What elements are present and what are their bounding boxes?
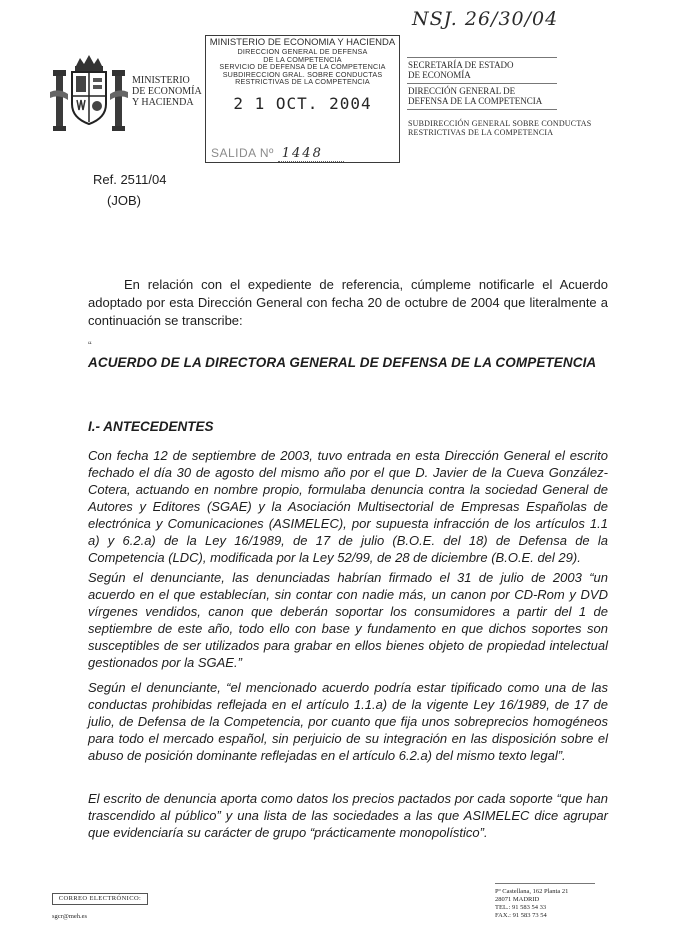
body-paragraph: Con fecha 12 de septiembre de 2003, tuvo entrada en esta Dirección General el escrito fechado el día 30 de agosto del mismo año por el que D. Javier de la Cueva González-Cotera, actuando en nombre propio, formulaba denuncia contra la sociedad General de Autores y Editores (SGAE) y la Asociación Multisectorial de Empresas Españolas de electrónica y Comunicaciones (ASIMELEC), por supuesta infracción de los artículos 1.1 a) y 6.2.a) de la Ley 16/1989, de 17 de julio (B.O.E. del 18) de Defensa de la Competencia (LDC), modificada por la Ley 52/99, de 28 de diciembre (B.O.E. del 29). (88, 448, 608, 565)
direccion-line: DEFENSA DE LA COMPETENCIA (408, 96, 543, 106)
ministry-line: MINISTERIO (132, 75, 190, 86)
reference-number: Ref. 2511/04 (93, 172, 167, 187)
address-line: 28071 MADRID (495, 896, 540, 903)
subdireccion-line: RESTRICTIVAS DE LA COMPETENCIA (408, 128, 554, 137)
intro-paragraph: En relación con el expediente de referencia, cúmpleme notificarle el Acuerdo adoptado por esta Dirección General con fecha 20 de octubre de 2004 que literalmente a continuación se transcribe: (88, 277, 608, 328)
body-paragraph: Según el denunciante, “el mencionado acuerdo podría estar tipificado como una de las conductas prohibidas reflejada en el artículo 1.1.a) de la vigente Ley 16/1989, de 17 de julio, de Defensa de la Competencia, por cuanto que fija unos sobreprecios homogéneos para todo el mercado español, sin perjuicio de su integración en las disposición sobre el abuso de posición dominante reflejadas en el artículo 6.2.a) del mismo texto legal”. (88, 680, 608, 763)
postal-address (495, 888, 568, 920)
stamp-title: MINISTERIO DE ECONOMIA Y HACIENDA (209, 37, 396, 48)
stamp-line: SUBDIRECCION GRAL. SOBRE CONDUCTAS (222, 69, 383, 79)
subdireccion-block (408, 119, 591, 137)
salida-label: SALIDA Nº (211, 146, 274, 160)
reference-initials: (JOB) (107, 193, 141, 208)
divider (407, 83, 557, 84)
stamp-line: RESTRICTIVAS DE LA COMPETENCIA (235, 77, 370, 86)
document-title: ACUERDO DE LA DIRECTORA GENERAL DE DEFENSA DE LA COMPETENCIA (88, 355, 597, 370)
stamp-date: 2 1 OCT. 2004 (233, 94, 372, 113)
address-line: TEL.: 91 583 54 33 (495, 904, 547, 911)
stamp-salida (211, 146, 344, 162)
email-address: sgcr@meh.es (52, 913, 88, 920)
handwritten-note: NSJ. 26/30/04 (412, 8, 559, 30)
divider (407, 109, 557, 110)
stamp-line: DE LA COMPETENCIA (263, 54, 342, 64)
ministry-name (132, 75, 202, 108)
opening-quote: “ (88, 340, 92, 352)
divider (495, 883, 595, 884)
stamp-line: SERVICIO DE DEFENSA DE LA COMPETENCIA (219, 62, 386, 71)
ministry-line: Y HACIENDA (132, 97, 194, 108)
address-line: FAX.: 91 583 73 54 (495, 912, 547, 919)
direccion-block (408, 86, 542, 106)
address-line: Pº Castellana, 162 Planta 21 (495, 888, 569, 895)
secretaria-line: SECRETARÍA DE ESTADO (408, 60, 514, 70)
ministry-line: DE ECONOMÍA (132, 86, 202, 97)
coat-of-arms-icon (50, 52, 128, 138)
body-paragraph: El escrito de denuncia aporta como datos los precios pactados por cada soporte “que han trascendido al público” y una lista de las sociedades a las que ASIMELEC dice agrupar que evidenciaría su carácter de grupo “prácticamente monopolístico”. (88, 791, 608, 840)
section-heading: I.- ANTECEDENTES (88, 419, 214, 434)
email-label: CORREO ELECTRÓNICO: (52, 893, 148, 905)
salida-number: 1448 (278, 146, 344, 162)
divider (407, 57, 557, 58)
secretaria-block (408, 60, 514, 80)
body-paragraph: Según el denunciante, las denunciadas habrían firmado el 31 de julio de 2003 “un acuerdo en el que establecían, sin contar con nadie más, un canon por CD-Rom y DVD vírgenes vendidos, canon que deberán soportar los consumidores a partir del 1 de septiembre de este año, todo ello con base y fundamento en que dichos soportes son susceptibles de ser utilizados para grabar en ellos bienes objeto de propiedad intelectual gestionados por la SGAE.” (88, 570, 608, 670)
secretaria-line: DE ECONOMÍA (408, 70, 471, 80)
direccion-line: DIRECCIÓN GENERAL DE (408, 86, 516, 96)
stamp-line: DIRECCION GENERAL DE DEFENSA (237, 47, 368, 56)
subdireccion-line: SUBDIRECCIÓN GENERAL SOBRE CONDUCTAS (408, 119, 592, 128)
registry-stamp (205, 35, 400, 163)
